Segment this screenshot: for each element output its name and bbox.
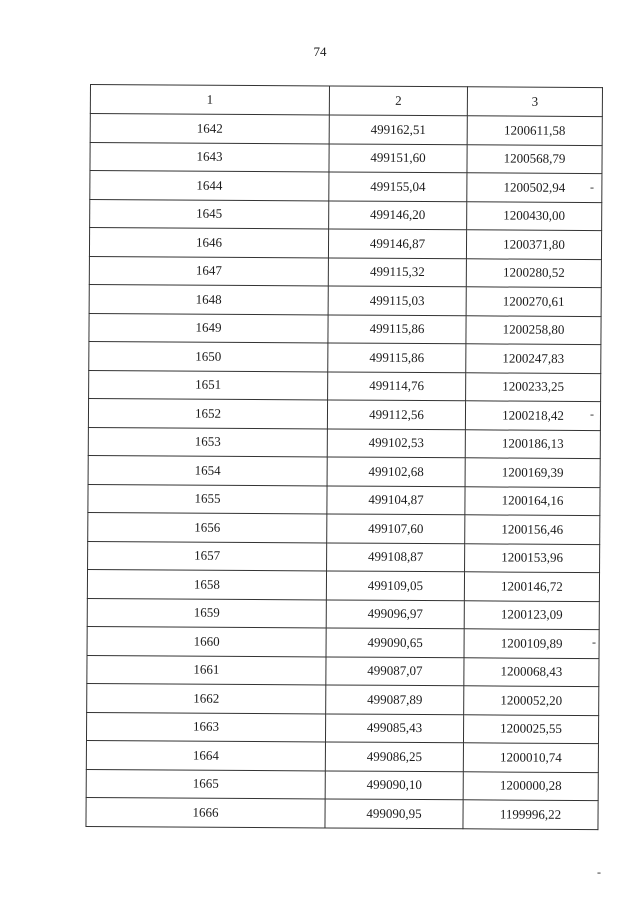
table-row [89,256,601,288]
x-coordinate-cell: 499112,56 [327,400,465,429]
table-row [88,427,600,459]
table-row [87,598,599,630]
margin-dash-mark: - [590,407,594,421]
x-coordinate-cell: 499155,04 [329,172,467,201]
y-coordinate-cell: 1200280,52 [466,258,601,287]
x-coordinate-cell: 499102,68 [327,457,465,486]
table-row [88,541,600,573]
margin-dash-mark: - [597,865,601,879]
y-coordinate-cell: 1200068,43 [464,657,599,686]
x-coordinate-cell: 499107,60 [327,514,465,543]
point-number-cell: 1648 [89,284,328,314]
point-number-cell: 1649 [89,313,328,343]
point-number-cell: 1656 [88,512,327,542]
point-number-cell: 1664 [86,740,325,770]
y-coordinate-cell: 1200109,89 [464,629,599,658]
table-row [87,683,599,715]
y-coordinate-cell: 1200502,94 [467,173,602,202]
point-number-cell: 1650 [89,341,328,371]
y-coordinate-cell: 1200153,96 [465,543,600,572]
table-row [86,740,598,772]
x-coordinate-cell: 499146,20 [329,200,467,229]
table-row [89,284,601,316]
x-coordinate-cell: 499108,87 [327,542,465,571]
point-number-cell: 1651 [89,370,328,400]
table-row [90,114,602,146]
y-coordinate-cell: 1200052,20 [464,686,599,715]
point-number-cell: 1653 [88,427,327,457]
y-coordinate-cell: 1200258,80 [466,315,601,344]
table-row [88,484,600,516]
x-coordinate-cell: 499090,65 [326,628,464,657]
header-row [90,85,602,117]
x-coordinate-cell: 499114,76 [328,371,466,400]
x-coordinate-cell: 499096,97 [326,599,464,628]
table-row [88,455,600,487]
table-row [87,655,599,687]
x-coordinate-cell: 499109,05 [326,571,464,600]
x-coordinate-cell: 499115,86 [328,314,466,343]
x-coordinate-cell: 499087,07 [326,656,464,685]
y-coordinate-cell: 1200010,74 [463,743,598,772]
point-number-cell: 1666 [86,797,325,827]
y-coordinate-cell: 1200169,39 [465,458,600,487]
y-coordinate-cell: 1200000,28 [463,771,598,800]
point-number-cell: 1644 [90,171,329,201]
coordinates-table [85,84,603,830]
table-row [89,370,601,402]
table-row [89,341,601,373]
point-number-cell: 1643 [90,142,329,172]
table-row [90,199,602,231]
x-coordinate-cell: 499146,87 [328,229,466,258]
x-coordinate-cell: 499115,86 [328,343,466,372]
point-number-cell: 1660 [87,626,326,656]
header-col-2: 2 [329,86,467,116]
x-coordinate-cell: 499104,87 [327,485,465,514]
x-coordinate-cell: 499102,53 [327,428,465,457]
header-col-1: 1 [90,85,329,115]
table-row [90,142,602,174]
x-coordinate-cell: 499090,95 [325,799,463,828]
table-row [87,569,599,601]
y-coordinate-cell: 1200270,61 [466,287,601,316]
y-coordinate-cell: 1200218,42 [465,401,600,430]
point-number-cell: 1652 [88,398,327,428]
point-number-cell: 1661 [87,655,326,685]
y-coordinate-cell: 1200233,25 [466,372,601,401]
table-body [86,114,602,830]
y-coordinate-cell: 1200186,13 [465,429,600,458]
point-number-cell: 1658 [87,569,326,599]
table-row [86,797,598,829]
y-coordinate-cell: 1200123,09 [464,600,599,629]
table-row [86,769,598,801]
point-number-cell: 1646 [89,228,328,258]
y-coordinate-cell: 1200164,16 [465,486,600,515]
point-number-cell: 1647 [89,256,328,286]
margin-dash-mark: - [590,180,594,194]
y-coordinate-cell: 1200568,79 [467,144,602,173]
x-coordinate-cell: 499090,10 [325,770,463,799]
x-coordinate-cell: 499087,89 [326,685,464,714]
point-number-cell: 1663 [86,712,325,742]
y-coordinate-cell: 1199996,22 [463,800,598,829]
x-coordinate-cell: 499115,32 [328,257,466,286]
point-number-cell: 1655 [88,484,327,514]
y-coordinate-cell: 1200371,80 [466,230,601,259]
x-coordinate-cell: 499085,43 [325,713,463,742]
x-coordinate-cell: 499151,60 [329,143,467,172]
point-number-cell: 1662 [87,683,326,713]
point-number-cell: 1654 [88,455,327,485]
table-row [88,512,600,544]
y-coordinate-cell: 1200025,55 [463,714,598,743]
margin-dash-mark: - [592,635,596,649]
table-row [90,171,602,203]
point-number-cell: 1657 [88,541,327,571]
y-coordinate-cell: 1200430,00 [467,201,602,230]
y-coordinate-cell: 1200611,58 [467,116,602,145]
table-row [89,313,601,345]
point-number-cell: 1659 [87,598,326,628]
table-header [90,85,602,117]
x-coordinate-cell: 499115,03 [328,286,466,315]
x-coordinate-cell: 499086,25 [325,742,463,771]
page-number: 74 [313,44,327,59]
point-number-cell: 1665 [86,769,325,799]
header-col-3: 3 [467,87,602,117]
point-number-cell: 1642 [90,114,329,144]
x-coordinate-cell: 499162,51 [329,115,467,144]
point-number-cell: 1645 [90,199,329,229]
table-row [86,712,598,744]
table-row [88,398,600,430]
y-coordinate-cell: 1200156,46 [465,515,600,544]
table-row [89,228,601,260]
y-coordinate-cell: 1200247,83 [466,344,601,373]
y-coordinate-cell: 1200146,72 [464,572,599,601]
table-row [87,626,599,658]
